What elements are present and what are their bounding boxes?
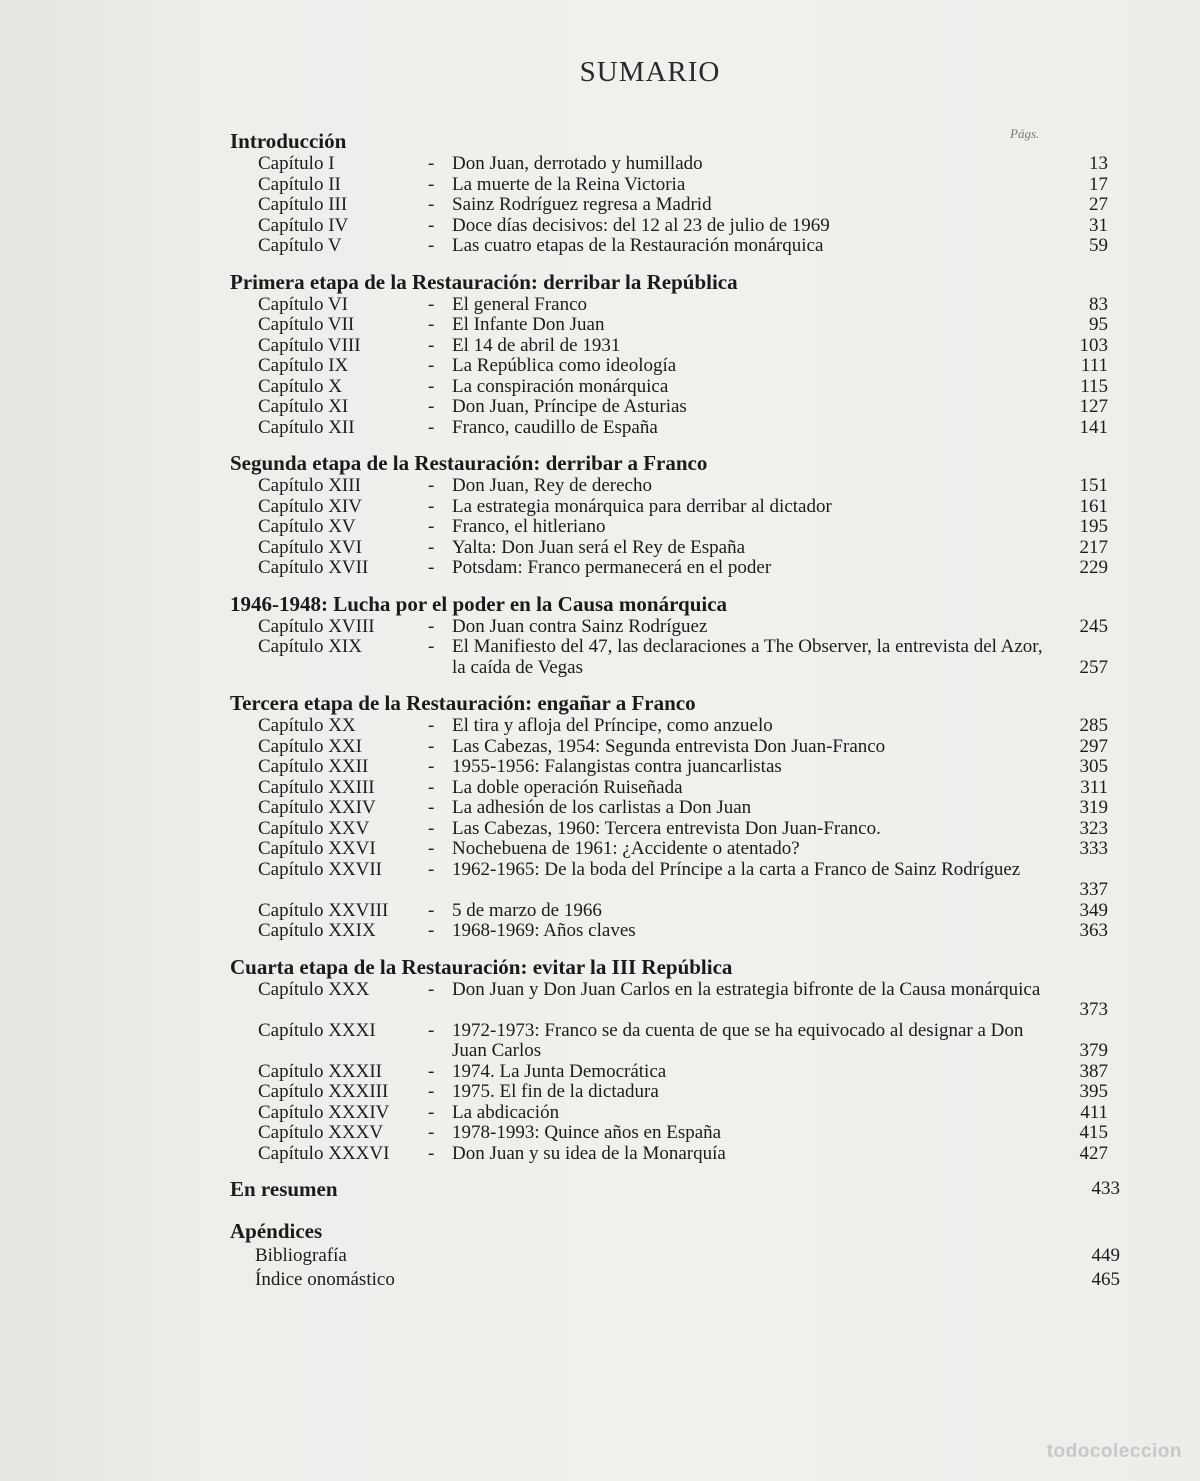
page-number: 387 — [1079, 1060, 1108, 1082]
chapter-number: Capítulo III — [258, 194, 348, 215]
chapter-number: Capítulo X — [258, 375, 342, 397]
entry-dash: - — [428, 516, 435, 537]
chapter-number: Capítulo XIII — [258, 475, 361, 496]
chapter-number: Capítulo XXI — [258, 735, 362, 757]
toc-section — [230, 450, 1130, 579]
toc-entry — [230, 356, 1130, 377]
chapter-number: Capítulo XIX — [258, 636, 362, 657]
toc-entry — [230, 980, 1130, 1021]
page-number: 141 — [1079, 416, 1108, 438]
appendix-entry — [230, 1244, 1130, 1268]
chapter-number: Capítulo XXXVI — [258, 1142, 390, 1164]
section-gap — [230, 1164, 1130, 1176]
entry-dash: - — [428, 797, 435, 818]
chapter-title: Don Juan y su idea de la Monarquía — [452, 1142, 726, 1164]
chapter-number: Capítulo XXVII — [258, 858, 383, 880]
chapter-number: Capítulo XXIV — [258, 797, 376, 818]
page-number: 395 — [1079, 1081, 1108, 1102]
page-number: 323 — [1079, 817, 1108, 839]
chapter-title: Franco, caudillo de España — [452, 416, 658, 438]
page-number: 17 — [1089, 173, 1108, 195]
chapter-title: Don Juan, derrotado y humillado — [452, 153, 703, 174]
summary-entry — [230, 1176, 1130, 1206]
entry-dash: - — [428, 396, 435, 417]
appendices-section — [230, 1218, 1130, 1292]
toc-entry — [230, 1082, 1130, 1103]
entry-dash: - — [428, 978, 435, 1000]
chapter-number: Capítulo XXXV — [258, 1122, 384, 1143]
toc-entry — [230, 901, 1130, 922]
page-number: 297 — [1079, 735, 1108, 757]
chapter-title: Potsdam: Franco permanecerá en el poder — [452, 557, 772, 578]
page-number: 337 — [1079, 879, 1108, 900]
chapter-title: Don Juan, Rey de derecho — [452, 475, 652, 496]
chapter-number: Capítulo XXIX — [258, 920, 376, 941]
chapter-number: Capítulo XIV — [258, 495, 362, 517]
chapter-number: Capítulo XXXIII — [258, 1081, 389, 1102]
toc-entry — [230, 839, 1130, 860]
chapter-number: Capítulo IV — [258, 214, 349, 236]
toc-entry — [230, 418, 1130, 439]
page-number: 31 — [1089, 214, 1108, 236]
page-number: 319 — [1079, 797, 1108, 818]
toc-entry — [230, 798, 1130, 819]
entry-dash: - — [428, 858, 435, 880]
chapter-title: El general Franco — [452, 293, 588, 315]
page-number: 95 — [1089, 314, 1108, 335]
entry-dash: - — [428, 173, 435, 195]
chapter-number: Capítulo II — [258, 173, 341, 195]
page-number: 27 — [1089, 194, 1108, 215]
page-title: SUMARIO — [579, 56, 721, 88]
chapter-number: Capítulo VII — [258, 314, 355, 335]
page-number: 13 — [1089, 153, 1108, 174]
page-number: 245 — [1079, 615, 1108, 637]
page-number: 257 — [1079, 656, 1108, 678]
chapter-number: Capítulo XXII — [258, 756, 369, 777]
chapter-title: Las cuatro etapas de la Restauración monárquica — [452, 235, 824, 256]
chapter-number: Capítulo XI — [258, 396, 349, 417]
entry-dash: - — [428, 334, 435, 356]
chapter-number: Capítulo VIII — [258, 334, 361, 356]
chapter-title: 1962-1965: De la boda del Príncipe a la carta a Franco de Sainz Rodríguez — [452, 858, 1021, 880]
chapter-title: La doble operación Ruiseñada — [452, 776, 683, 798]
toc-entry — [230, 195, 1130, 216]
chapter-title: 1972-1973: Franco se da cuenta de que se ha equivocado al designar a Don Juan Carlos — [452, 1019, 1024, 1061]
entry-dash: - — [428, 557, 435, 578]
entry-dash: - — [428, 153, 435, 174]
chapter-title: 1955-1956: Falangistas contra juancarlistas — [452, 756, 782, 777]
entry-dash: - — [428, 375, 435, 397]
toc-entry — [230, 1021, 1130, 1062]
chapter-number: Capítulo XVII — [258, 557, 369, 578]
entry-dash: - — [428, 1101, 435, 1123]
chapter-number: Capítulo VI — [258, 293, 348, 315]
toc-entry — [230, 1103, 1130, 1124]
page-number: 363 — [1079, 920, 1108, 941]
chapter-title: El Manifiesto del 47, las declaraciones a The Observer, la entrevista del Azor, la caída de Vegas — [452, 636, 1043, 678]
entry-dash: - — [428, 1019, 435, 1041]
chapter-number: Capítulo XVI — [258, 536, 362, 558]
entry-dash: - — [428, 838, 435, 859]
appendix-label: Bibliografía — [255, 1245, 347, 1266]
section-gap — [230, 942, 1130, 954]
toc-entry — [230, 476, 1130, 497]
chapter-title: La estrategia monárquica para derribar al dictador — [452, 495, 832, 517]
page-number: 379 — [1079, 1040, 1108, 1061]
page-number: 83 — [1089, 293, 1108, 315]
chapter-title: Doce días decisivos: del 12 al 23 de julio de 1969 — [452, 214, 830, 236]
toc-entry — [230, 538, 1130, 559]
chapter-title: Yalta: Don Juan será el Rey de España — [452, 536, 746, 558]
chapter-number: Capítulo XXXI — [258, 1019, 376, 1041]
chapter-title: Franco, el hitleriano — [452, 516, 606, 537]
entry-dash: - — [428, 715, 435, 736]
toc-section — [230, 690, 1130, 942]
page-number: 229 — [1079, 557, 1108, 578]
toc-entry — [230, 497, 1130, 518]
chapter-title: Don Juan contra Sainz Rodríguez — [452, 615, 708, 637]
section-heading: Tercera etapa de la Restauración: engañar a Franco — [230, 691, 696, 715]
page-number: 311 — [1080, 776, 1108, 798]
toc-entry — [230, 397, 1130, 418]
entry-dash: - — [428, 194, 435, 215]
toc-entry — [230, 377, 1130, 398]
entry-dash: - — [428, 735, 435, 757]
toc-entry — [230, 860, 1130, 901]
chapter-number: Capítulo XV — [258, 516, 356, 537]
toc-entry — [230, 757, 1130, 778]
entry-dash: - — [428, 776, 435, 798]
appendix-entry — [230, 1268, 1130, 1292]
page-number: 427 — [1079, 1142, 1108, 1164]
chapter-title: 5 de marzo de 1966 — [452, 899, 602, 921]
chapter-title: La abdicación — [452, 1101, 560, 1123]
page-number: 111 — [1080, 355, 1108, 376]
entry-dash: - — [428, 1142, 435, 1164]
chapter-title: 1968-1969: Años claves — [452, 920, 636, 941]
chapter-title: El Infante Don Juan — [452, 314, 605, 335]
toc-entry — [230, 716, 1130, 737]
entry-dash: - — [428, 536, 435, 558]
toc-entry — [230, 295, 1130, 316]
toc-section — [230, 269, 1130, 439]
entry-dash: - — [428, 475, 435, 496]
toc-entry — [230, 315, 1130, 336]
entry-dash: - — [428, 314, 435, 335]
watermark-text: todocoleccion — [1046, 1441, 1182, 1462]
chapter-number: Capítulo IX — [258, 355, 349, 376]
toc-entry — [230, 175, 1130, 196]
toc-entry — [230, 819, 1130, 840]
toc-entry — [230, 778, 1130, 799]
toc-entry — [230, 154, 1130, 175]
section-gap — [230, 1206, 1130, 1218]
chapter-number: Capítulo XII — [258, 416, 355, 438]
chapter-title: El tira y afloja del Príncipe, como anzuelo — [452, 715, 773, 736]
appendix-label: Índice onomástico — [255, 1269, 395, 1290]
chapter-number: Capítulo XXIII — [258, 776, 375, 798]
toc-entry — [230, 1123, 1130, 1144]
entry-dash: - — [428, 756, 435, 777]
page-number: 59 — [1089, 235, 1108, 256]
chapter-title: Las Cabezas, 1954: Segunda entrevista Don Juan-Franco — [452, 735, 886, 757]
pages-column-label: Págs. — [1010, 126, 1040, 141]
entry-dash: - — [428, 920, 435, 941]
appendix-page: 465 — [1091, 1269, 1120, 1290]
entry-dash: - — [428, 355, 435, 376]
chapter-number: Capítulo XXXII — [258, 1060, 383, 1082]
chapter-title: 1978-1993: Quince años en España — [452, 1122, 722, 1143]
chapter-title: Don Juan y Don Juan Carlos en la estrategia bifronte de la Causa monárquica — [452, 978, 1041, 1000]
page-number: 115 — [1080, 375, 1108, 397]
entry-dash: - — [428, 416, 435, 438]
chapter-title: La adhesión de los carlistas a Don Juan — [452, 797, 752, 818]
toc-entry — [230, 637, 1130, 678]
toc-entry — [230, 517, 1130, 538]
entry-dash: - — [428, 817, 435, 839]
chapter-title: La República como ideología — [452, 355, 677, 376]
chapter-title: Nochebuena de 1961: ¿Accidente o atentado? — [452, 838, 800, 859]
chapter-title: La conspiración monárquica — [452, 375, 669, 397]
chapter-number: Capítulo XXXIV — [258, 1101, 390, 1123]
chapter-title: Don Juan, Príncipe de Asturias — [452, 396, 687, 417]
summary-label: En resumen — [230, 1177, 338, 1201]
section-gap — [230, 257, 1130, 269]
entry-dash: - — [428, 899, 435, 921]
appendices-heading: Apéndices — [230, 1219, 323, 1243]
section-heading: Cuarta etapa de la Restauración: evitar la III República — [230, 954, 733, 979]
chapter-number: Capítulo XVIII — [258, 615, 375, 637]
toc-entry — [230, 617, 1130, 638]
page-number: 161 — [1079, 495, 1108, 517]
section-heading: Introducción — [230, 129, 347, 153]
toc-entry — [230, 558, 1130, 579]
section-gap — [230, 678, 1130, 690]
chapter-title: 1975. El fin de la dictadura — [452, 1081, 659, 1102]
toc-entry — [230, 216, 1130, 237]
section-heading: 1946-1948: Lucha por el poder en la Causa monárquica — [230, 591, 728, 616]
page-number: 373 — [1079, 999, 1108, 1020]
chapter-number: Capítulo V — [258, 235, 342, 256]
chapter-number: Capítulo XXX — [258, 978, 370, 1000]
entry-dash: - — [428, 636, 435, 657]
page-number: 103 — [1079, 334, 1108, 356]
section-heading: Segunda etapa de la Restauración: derribar a Franco — [230, 451, 708, 475]
entry-dash: - — [428, 235, 435, 256]
entry-dash: - — [428, 615, 435, 637]
toc-section — [230, 591, 1130, 679]
toc-entry — [230, 737, 1130, 758]
page-number: 195 — [1079, 516, 1108, 537]
page-number: 349 — [1079, 899, 1108, 921]
toc-entry — [230, 1144, 1130, 1165]
chapter-title: La muerte de la Reina Victoria — [452, 173, 686, 195]
page-number: 415 — [1079, 1122, 1108, 1143]
toc-entry — [230, 921, 1130, 942]
chapter-number: Capítulo XXVI — [258, 838, 376, 859]
toc-entry — [230, 1062, 1130, 1083]
chapter-title: 1974. La Junta Democrática — [452, 1060, 667, 1082]
chapter-number: Capítulo XXVIII — [258, 899, 389, 921]
page-number: 127 — [1079, 396, 1108, 417]
page-number: 151 — [1079, 475, 1108, 496]
page-number: 217 — [1079, 536, 1108, 558]
toc-entry — [230, 336, 1130, 357]
toc-section — [230, 954, 1130, 1165]
chapter-title: Las Cabezas, 1960: Tercera entrevista Don Juan-Franco. — [452, 817, 881, 839]
table-of-contents — [230, 128, 1130, 1292]
section-gap — [230, 438, 1130, 450]
chapter-number: Capítulo XX — [258, 715, 356, 736]
appendix-page: 449 — [1091, 1245, 1120, 1266]
page-number: 411 — [1080, 1101, 1108, 1123]
summary-page: 433 — [1091, 1178, 1120, 1199]
chapter-number: Capítulo I — [258, 153, 335, 174]
entry-dash: - — [428, 1081, 435, 1102]
page-number: 285 — [1079, 715, 1108, 736]
chapter-title: Sainz Rodríguez regresa a Madrid — [452, 194, 712, 215]
toc-entry — [230, 236, 1130, 257]
page-number: 305 — [1079, 756, 1108, 777]
entry-dash: - — [428, 495, 435, 517]
chapter-title: El 14 de abril de 1931 — [452, 334, 621, 356]
entry-dash: - — [428, 1060, 435, 1082]
section-heading: Primera etapa de la Restauración: derribar la República — [230, 269, 738, 294]
page-number: 333 — [1079, 838, 1108, 859]
toc-section — [230, 128, 1130, 257]
section-gap — [230, 579, 1130, 591]
entry-dash: - — [428, 214, 435, 236]
chapter-number: Capítulo XXV — [258, 817, 370, 839]
entry-dash: - — [428, 293, 435, 315]
entry-dash: - — [428, 1122, 435, 1143]
